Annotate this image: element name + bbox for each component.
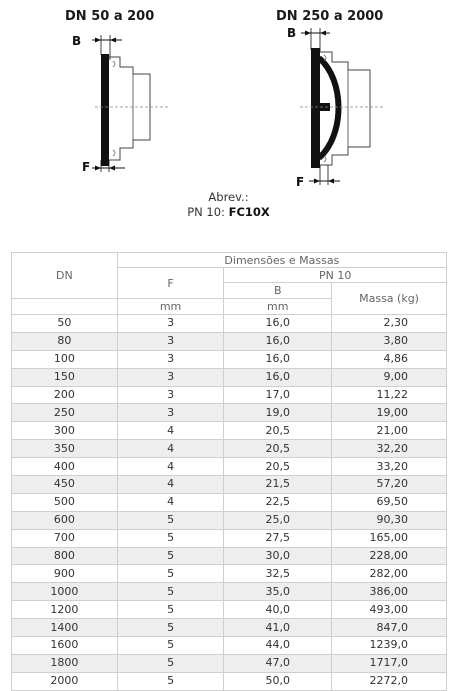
cell-b: 22,5	[224, 493, 332, 511]
small-blind-flange-drawing	[72, 34, 168, 174]
table-row	[12, 440, 447, 458]
cell-massa: 4,86	[332, 350, 447, 368]
cell-f: 3	[117, 404, 224, 422]
cell-f: 5	[117, 565, 224, 583]
cell-dn: 300	[12, 422, 118, 440]
header-f: F	[117, 268, 224, 299]
table-row	[12, 547, 447, 565]
large-blind-flange-drawing	[287, 26, 385, 189]
cell-f: 3	[117, 386, 224, 404]
cell-massa: 2,30	[332, 315, 447, 333]
cell-b: 17,0	[224, 386, 332, 404]
cell-dn: 100	[12, 350, 118, 368]
cell-massa: 847,0	[332, 619, 447, 637]
f-dimension-label-2: F	[296, 175, 305, 189]
table-row	[12, 458, 447, 476]
cell-massa: 386,00	[332, 583, 447, 601]
cell-f: 3	[117, 315, 224, 333]
cell-f: 5	[117, 637, 224, 655]
table-row	[12, 637, 447, 655]
header-b-unit: mm	[224, 299, 332, 315]
cell-dn: 1800	[12, 654, 118, 672]
table-row	[12, 493, 447, 511]
cell-massa: 228,00	[332, 547, 447, 565]
cell-f: 5	[117, 601, 224, 619]
cell-dn: 700	[12, 529, 118, 547]
cell-massa: 1717,0	[332, 654, 447, 672]
product-code: FC10X	[228, 205, 270, 219]
cell-f: 5	[117, 583, 224, 601]
table-row	[12, 350, 447, 368]
cell-massa: 282,00	[332, 565, 447, 583]
table-row	[12, 332, 447, 350]
cell-massa: 69,50	[332, 493, 447, 511]
cell-b: 19,0	[224, 404, 332, 422]
cell-b: 40,0	[224, 601, 332, 619]
cell-f: 4	[117, 476, 224, 494]
cell-dn: 250	[12, 404, 118, 422]
cell-massa: 11,22	[332, 386, 447, 404]
cell-dn: 1400	[12, 619, 118, 637]
header-dn: DN	[12, 253, 118, 299]
cell-b: 16,0	[224, 368, 332, 386]
cell-dn: 1200	[12, 601, 118, 619]
cell-dn: 1600	[12, 637, 118, 655]
cell-b: 16,0	[224, 315, 332, 333]
table-row	[12, 565, 447, 583]
cell-dn: 800	[12, 547, 118, 565]
b-dimension-label-2: B	[287, 26, 297, 40]
table-row	[12, 476, 447, 494]
cell-b: 20,5	[224, 422, 332, 440]
table-row	[12, 422, 447, 440]
cell-massa: 165,00	[332, 529, 447, 547]
cell-f: 5	[117, 547, 224, 565]
abbreviation-code-line	[0, 205, 457, 220]
cell-dn: 400	[12, 458, 118, 476]
cell-dn: 80	[12, 332, 118, 350]
cell-b: 35,0	[224, 583, 332, 601]
table-row	[12, 511, 447, 529]
cell-b: 16,0	[224, 350, 332, 368]
right-figure-title: DN 250 a 2000	[276, 9, 384, 24]
cell-dn: 50	[12, 315, 118, 333]
cell-dn: 200	[12, 386, 118, 404]
cell-f: 4	[117, 458, 224, 476]
cell-f: 4	[117, 493, 224, 511]
cell-massa: 33,20	[332, 458, 447, 476]
table-row	[12, 404, 447, 422]
cell-massa: 32,20	[332, 440, 447, 458]
cell-f: 5	[117, 619, 224, 637]
cell-massa: 21,00	[332, 422, 447, 440]
cell-f: 5	[117, 511, 224, 529]
cell-f: 5	[117, 654, 224, 672]
header-pn10: PN 10	[224, 268, 447, 283]
cell-b: 32,5	[224, 565, 332, 583]
f-dimension-label: F	[82, 160, 91, 174]
cell-f: 3	[117, 332, 224, 350]
table-row	[12, 386, 447, 404]
table-row	[12, 601, 447, 619]
cell-f: 3	[117, 368, 224, 386]
cell-b: 27,5	[224, 529, 332, 547]
table-row	[12, 654, 447, 672]
header-b: B	[224, 283, 332, 299]
cell-b: 16,0	[224, 332, 332, 350]
specifications-table	[11, 252, 447, 691]
cell-dn: 450	[12, 476, 118, 494]
cell-dn: 1000	[12, 583, 118, 601]
cell-dn: 2000	[12, 672, 118, 690]
cell-massa: 493,00	[332, 601, 447, 619]
header-dn-unit	[12, 299, 118, 315]
cell-b: 44,0	[224, 637, 332, 655]
cell-dn: 150	[12, 368, 118, 386]
abbreviation-heading: Abrev.:	[208, 190, 249, 204]
header-dimensions-masses: Dimensões e Massas	[117, 253, 446, 268]
cell-f: 4	[117, 422, 224, 440]
cell-b: 50,0	[224, 672, 332, 690]
cell-massa: 2272,0	[332, 672, 447, 690]
cell-massa: 90,30	[332, 511, 447, 529]
table-row	[12, 315, 447, 333]
cell-b: 41,0	[224, 619, 332, 637]
cell-massa: 1239,0	[332, 637, 447, 655]
table-row	[12, 619, 447, 637]
table-row	[12, 529, 447, 547]
table-row	[12, 368, 447, 386]
header-f-unit: mm	[117, 299, 224, 315]
cell-b: 25,0	[224, 511, 332, 529]
left-figure-title: DN 50 a 200	[65, 9, 155, 24]
cell-massa: 57,20	[332, 476, 447, 494]
cell-dn: 500	[12, 493, 118, 511]
table-row	[12, 583, 447, 601]
cell-f: 3	[117, 350, 224, 368]
cell-b: 21,5	[224, 476, 332, 494]
cell-b: 20,5	[224, 440, 332, 458]
cell-f: 5	[117, 672, 224, 690]
abbreviation-block	[0, 190, 457, 220]
cell-dn: 900	[12, 565, 118, 583]
cell-dn: 600	[12, 511, 118, 529]
cell-massa: 3,80	[332, 332, 447, 350]
cell-dn: 350	[12, 440, 118, 458]
cell-f: 5	[117, 529, 224, 547]
cell-b: 30,0	[224, 547, 332, 565]
cell-b: 20,5	[224, 458, 332, 476]
cell-f: 4	[117, 440, 224, 458]
b-dimension-label: B	[72, 34, 82, 48]
pn-label: PN 10:	[187, 205, 225, 219]
cell-massa: 9,00	[332, 368, 447, 386]
cell-b: 47,0	[224, 654, 332, 672]
header-massa: Massa (kg)	[332, 283, 447, 315]
table-row	[12, 672, 447, 690]
cell-massa: 19,00	[332, 404, 447, 422]
